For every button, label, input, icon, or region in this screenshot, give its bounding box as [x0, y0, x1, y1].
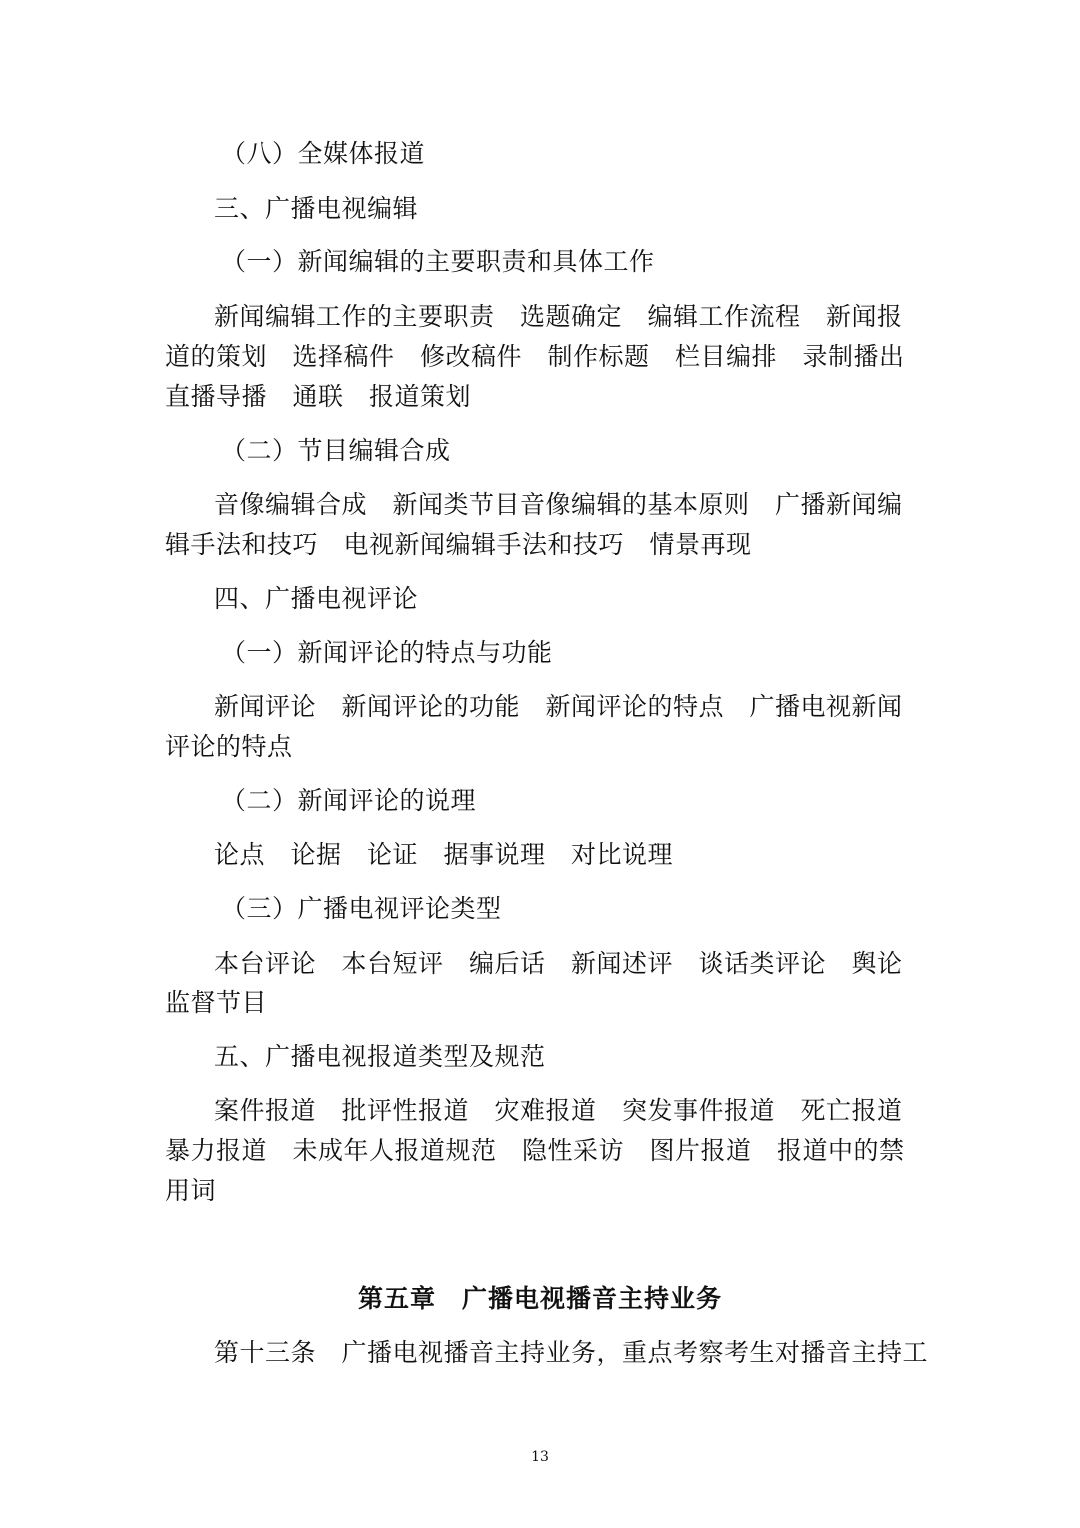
- paragraph-line: 监督节目: [165, 988, 268, 1017]
- paragraph-line: 直播导播 通联 报道策划: [165, 382, 472, 411]
- chapter-title: 第五章 广播电视播音主持业务: [357, 1284, 722, 1313]
- paragraph-line: 本台评论 本台短评 编后话 新闻述评 谈话类评论 舆论: [214, 949, 903, 978]
- paragraph-line: 用词: [165, 1176, 217, 1205]
- paragraph-line: 评论的特点: [165, 732, 293, 761]
- paragraph-line: 道的策划 选择稿件 修改稿件 制作标题 栏目编排 录制播出: [165, 342, 905, 371]
- section-heading: 三、广播电视编辑: [214, 194, 419, 223]
- paragraph-line: 案件报道 批评性报道 灾难报道 突发事件报道 死亡报道: [214, 1096, 903, 1125]
- paragraph-line: 论点 论据 论证 据事说理 对比说理: [214, 840, 674, 869]
- page-number: 13: [531, 1449, 549, 1465]
- paragraph-line: 暴力报道 未成年人报道规范 隐性采访 图片报道 报道中的禁: [165, 1136, 905, 1165]
- subsection-heading: （二）节目编辑合成: [221, 436, 451, 465]
- subsection-heading: （一）新闻评论的特点与功能: [221, 638, 553, 667]
- paragraph-line: 音像编辑合成 新闻类节目音像编辑的基本原则 广播新闻编: [214, 490, 903, 519]
- section-heading: 四、广播电视评论: [214, 584, 419, 613]
- paragraph-line: 新闻编辑工作的主要职责 选题确定 编辑工作流程 新闻报: [214, 302, 903, 331]
- subsection-heading: （一）新闻编辑的主要职责和具体工作: [221, 247, 655, 276]
- paragraph-line: 新闻评论 新闻评论的功能 新闻评论的特点 广播电视新闻: [214, 692, 903, 721]
- section-heading: 五、广播电视报道类型及规范: [214, 1042, 546, 1071]
- subsection-heading: （二）新闻评论的说理: [221, 786, 477, 815]
- paragraph-line: 辑手法和技巧 电视新闻编辑手法和技巧 情景再现: [165, 530, 752, 559]
- subsection-heading: （三）广播电视评论类型: [221, 894, 502, 923]
- article-line: 第十三条 广播电视播音主持业务，重点考察考生对播音主持工: [214, 1338, 929, 1367]
- section-heading: （八）全媒体报道: [221, 139, 426, 168]
